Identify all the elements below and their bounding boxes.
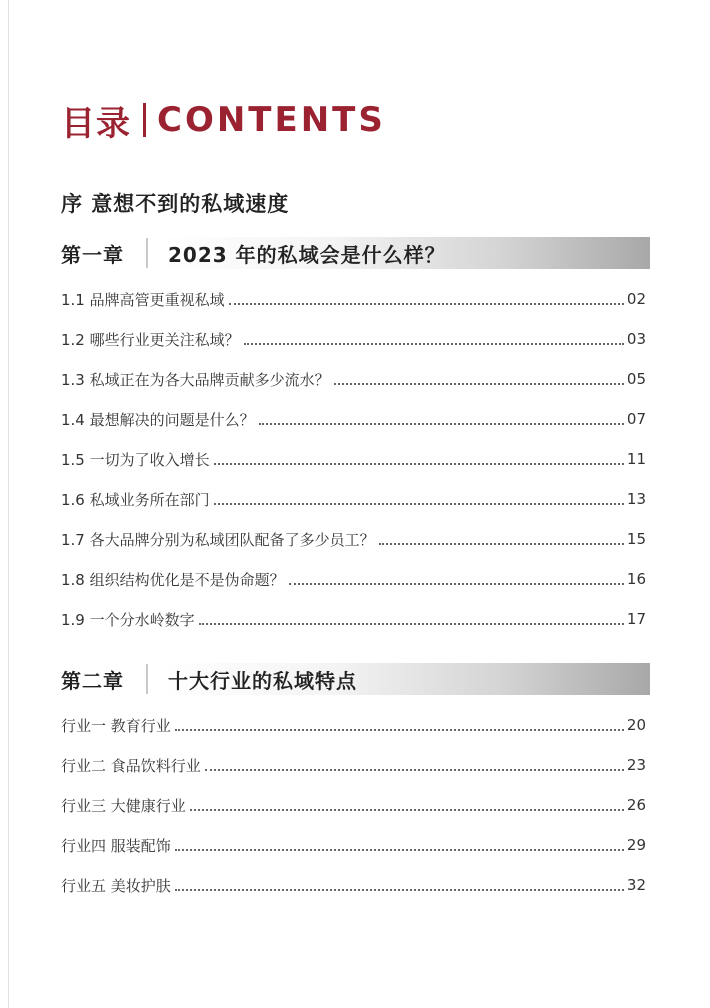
toc-entry[interactable] bbox=[61, 399, 646, 439]
toc-entry[interactable] bbox=[61, 479, 646, 519]
toc-page-number: 13 bbox=[626, 490, 646, 508]
toc-entry[interactable] bbox=[61, 705, 646, 745]
chapter-1-title-band bbox=[160, 237, 650, 269]
toc-page-number: 29 bbox=[626, 836, 646, 854]
chapter-2-title-band bbox=[160, 663, 650, 695]
toc-entry-text: 1.2 哪些行业更关注私域？ bbox=[61, 330, 240, 349]
toc-entry[interactable] bbox=[61, 785, 646, 825]
chapter-2-divider bbox=[146, 664, 148, 694]
toc-title bbox=[61, 98, 386, 142]
chapter-2-label: 第二章 bbox=[61, 668, 124, 693]
chapter-1-label: 第一章 bbox=[61, 242, 124, 267]
toc-entry[interactable] bbox=[61, 519, 646, 559]
toc-entry-text: 行业三 大健康行业 bbox=[61, 796, 186, 815]
chapter-2-title: 十大行业的私域特点 bbox=[168, 668, 357, 693]
dot-leader bbox=[175, 849, 624, 851]
dot-leader bbox=[214, 503, 624, 505]
toc-entry[interactable] bbox=[61, 825, 646, 865]
chapter-2-entries bbox=[61, 705, 646, 905]
toc-entry-text: 行业四 服装配饰 bbox=[61, 836, 171, 855]
toc-entry-text: 1.1 品牌高管更重视私域 bbox=[61, 290, 225, 309]
dot-leader bbox=[199, 623, 624, 625]
toc-page-number: 23 bbox=[626, 756, 646, 774]
toc-entry-text: 1.3 私域正在为各大品牌贡献多少流水？ bbox=[61, 370, 330, 389]
dot-leader bbox=[214, 463, 624, 465]
toc-page-number: 15 bbox=[626, 530, 646, 548]
toc-page-number: 20 bbox=[626, 716, 646, 734]
toc-entry-text: 1.9 一个分水岭数字 bbox=[61, 610, 195, 629]
dot-leader bbox=[379, 543, 624, 545]
chapter-1-header[interactable] bbox=[61, 237, 650, 269]
toc-entry-text: 1.6 私域业务所在部门 bbox=[61, 490, 210, 509]
chapter-2-header[interactable] bbox=[61, 663, 650, 695]
toc-page-number: 03 bbox=[626, 330, 646, 348]
toc-page-number: 05 bbox=[626, 370, 646, 388]
dot-leader bbox=[175, 729, 624, 731]
toc-page-number: 26 bbox=[626, 796, 646, 814]
toc-entry-text: 行业二 食品饮料行业 bbox=[61, 756, 201, 775]
toc-entry-text: 1.5 一切为了收入增长 bbox=[61, 450, 210, 469]
title-separator bbox=[143, 103, 146, 137]
toc-page-number: 11 bbox=[626, 450, 646, 468]
toc-title-en: CONTENTS bbox=[157, 100, 386, 140]
dot-leader bbox=[190, 809, 624, 811]
dot-leader bbox=[229, 303, 624, 305]
toc-entry[interactable] bbox=[61, 359, 646, 399]
chapter-1-entries bbox=[61, 279, 646, 639]
toc-entry[interactable] bbox=[61, 865, 646, 905]
toc-page-number: 02 bbox=[626, 290, 646, 308]
toc-page-number: 32 bbox=[626, 876, 646, 894]
toc-entry[interactable] bbox=[61, 439, 646, 479]
toc-entry-text: 行业一 教育行业 bbox=[61, 716, 171, 735]
preface-heading[interactable]: 序 意想不到的私域速度 bbox=[61, 192, 290, 216]
toc-entry[interactable] bbox=[61, 599, 646, 639]
toc-title-cn: 目录 bbox=[61, 103, 131, 144]
toc-entry-text: 1.7 各大品牌分别为私域团队配备了多少员工？ bbox=[61, 530, 375, 549]
dot-leader bbox=[334, 383, 624, 385]
dot-leader bbox=[205, 769, 624, 771]
page-edge-line bbox=[8, 0, 9, 1008]
toc-entry-text: 1.8 组织结构优化是不是伪命题？ bbox=[61, 570, 285, 589]
toc-page-number: 07 bbox=[626, 410, 646, 428]
toc-entry-text: 1.4 最想解决的问题是什么？ bbox=[61, 410, 255, 429]
toc-page-number: 16 bbox=[626, 570, 646, 588]
dot-leader bbox=[175, 889, 624, 891]
dot-leader bbox=[244, 343, 624, 345]
chapter-1-divider bbox=[146, 238, 148, 268]
toc-entry[interactable] bbox=[61, 279, 646, 319]
dot-leader bbox=[259, 423, 624, 425]
toc-entry[interactable] bbox=[61, 319, 646, 359]
toc-entry-text: 行业五 美妆护肤 bbox=[61, 876, 171, 895]
toc-entry[interactable] bbox=[61, 559, 646, 599]
toc-page-number: 17 bbox=[626, 610, 646, 628]
dot-leader bbox=[289, 583, 624, 585]
toc-entry[interactable] bbox=[61, 745, 646, 785]
chapter-1-title: 2023 年的私域会是什么样？ bbox=[168, 242, 446, 267]
